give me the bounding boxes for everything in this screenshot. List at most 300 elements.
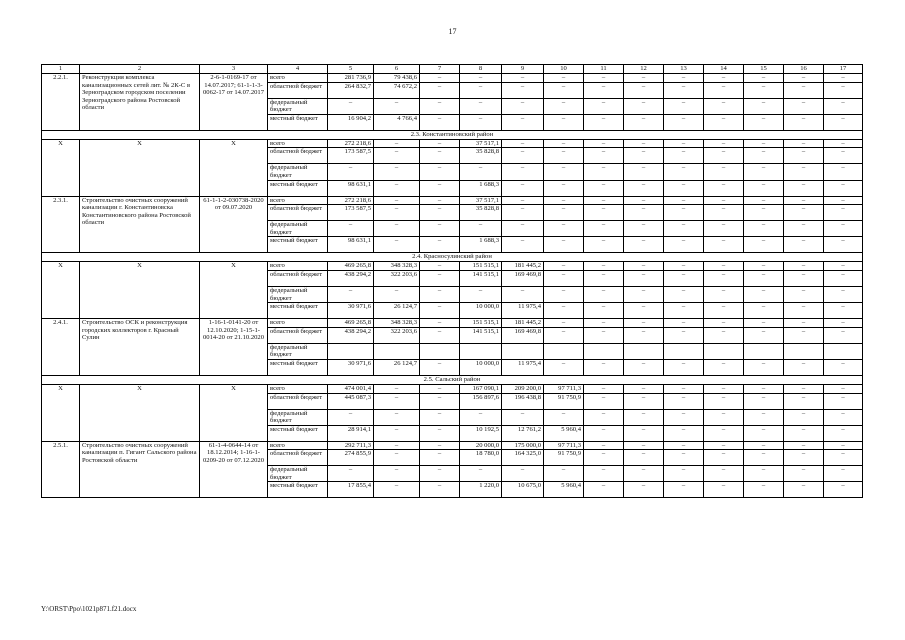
document-file-path: Y:\ORST\Ppo\1021p871.f21.docx (41, 605, 137, 613)
value-cell: – (420, 393, 460, 409)
value-cell: – (624, 303, 664, 319)
value-cell: – (824, 482, 863, 498)
value-cell: – (374, 482, 420, 498)
table-row (42, 262, 863, 271)
value-cell: – (502, 82, 544, 98)
value-cell: 91 750,9 (544, 393, 584, 409)
value-cell: – (544, 327, 584, 343)
value-cell: – (584, 98, 624, 114)
value-cell: – (704, 98, 744, 114)
value-cell: – (664, 262, 704, 271)
value-cell: – (664, 441, 704, 450)
value-cell: – (744, 319, 784, 328)
value-cell: – (784, 98, 824, 114)
value-cell: 35 828,8 (460, 148, 502, 164)
value-cell: – (502, 180, 544, 196)
row-number: Х (42, 139, 80, 196)
row-number: Х (42, 262, 80, 319)
value-cell: – (374, 466, 420, 482)
value-cell: – (584, 319, 624, 328)
value-cell: – (784, 148, 824, 164)
value-cell: – (502, 237, 544, 253)
value-cell: – (784, 237, 824, 253)
value-cell: – (420, 286, 460, 302)
value-cell (704, 343, 744, 359)
value-cell: – (374, 180, 420, 196)
value-cell: – (824, 409, 863, 425)
table-row (42, 74, 863, 83)
value-cell: – (624, 196, 664, 205)
value-cell: – (544, 164, 584, 180)
value-cell: – (544, 74, 584, 83)
value-cell: – (544, 196, 584, 205)
value-cell: – (744, 450, 784, 466)
value-cell: – (824, 148, 863, 164)
value-cell: – (824, 270, 863, 286)
value-cell: – (784, 303, 824, 319)
value-cell: – (584, 262, 624, 271)
value-cell: – (664, 286, 704, 302)
value-cell: – (420, 270, 460, 286)
funding-source-label: федеральный бюджет (268, 409, 328, 425)
funding-source-label: областной бюджет (268, 205, 328, 221)
value-cell: – (784, 205, 824, 221)
row-number: 2.5.1. (42, 441, 80, 498)
value-cell: – (420, 450, 460, 466)
value-cell: – (824, 82, 863, 98)
value-cell: – (420, 384, 460, 393)
value-cell: 4 766,4 (374, 114, 420, 130)
value-cell: – (420, 114, 460, 130)
value-cell: – (824, 221, 863, 237)
value-cell (624, 343, 664, 359)
value-cell: – (704, 82, 744, 98)
value-cell: – (584, 139, 624, 148)
value-cell: – (420, 205, 460, 221)
value-cell (744, 343, 784, 359)
value-cell (784, 343, 824, 359)
funding-source-label: всего (268, 319, 328, 328)
value-cell: – (328, 221, 374, 237)
value-cell: 469 265,8 (328, 262, 374, 271)
value-cell: – (824, 393, 863, 409)
value-cell: – (544, 98, 584, 114)
value-cell: – (744, 384, 784, 393)
value-cell: – (544, 148, 584, 164)
value-cell: – (544, 359, 584, 375)
value-cell: 274 855,9 (328, 450, 374, 466)
value-cell: – (704, 482, 744, 498)
section-title: 2.5. Сальский район (42, 375, 863, 384)
value-cell: 98 631,1 (328, 237, 374, 253)
expertise-document: Х (200, 384, 268, 441)
value-cell: – (420, 98, 460, 114)
value-cell: – (744, 327, 784, 343)
value-cell: 30 971,6 (328, 303, 374, 319)
value-cell: 10 000,0 (460, 359, 502, 375)
value-cell: – (502, 98, 544, 114)
header-cell: 2 (80, 65, 200, 74)
value-cell: – (744, 196, 784, 205)
value-cell: – (584, 327, 624, 343)
budget-table (41, 64, 863, 498)
value-cell: – (502, 196, 544, 205)
value-cell: 37 517,1 (460, 139, 502, 148)
value-cell: 173 587,5 (328, 148, 374, 164)
value-cell: – (664, 270, 704, 286)
value-cell: – (744, 139, 784, 148)
funding-source-label: федеральный бюджет (268, 164, 328, 180)
value-cell: – (420, 319, 460, 328)
value-cell: 79 438,6 (374, 74, 420, 83)
value-cell: – (664, 303, 704, 319)
value-cell: – (502, 74, 544, 83)
value-cell (502, 343, 544, 359)
value-cell: – (664, 359, 704, 375)
header-cell: 13 (664, 65, 704, 74)
value-cell: – (664, 319, 704, 328)
value-cell: – (824, 327, 863, 343)
value-cell: – (624, 74, 664, 83)
value-cell: 151 515,1 (460, 319, 502, 328)
value-cell: – (374, 409, 420, 425)
value-cell: – (664, 205, 704, 221)
row-number: 2.3.1. (42, 196, 80, 253)
value-cell: – (584, 205, 624, 221)
value-cell: – (624, 262, 664, 271)
value-cell: 10 000,0 (460, 303, 502, 319)
value-cell: 5 960,4 (544, 482, 584, 498)
value-cell: – (624, 139, 664, 148)
value-cell: – (460, 286, 502, 302)
value-cell: – (544, 303, 584, 319)
value-cell: 97 711,3 (544, 441, 584, 450)
value-cell: – (374, 98, 420, 114)
value-cell: – (664, 466, 704, 482)
header-cell: 8 (460, 65, 502, 74)
funding-source-label: федеральный бюджет (268, 221, 328, 237)
value-cell: – (624, 393, 664, 409)
funding-source-label: областной бюджет (268, 450, 328, 466)
value-cell: – (824, 237, 863, 253)
value-cell: 281 736,9 (328, 74, 374, 83)
value-cell: – (784, 409, 824, 425)
object-name: Реконструкция комплекса канализационных сетей лит. № 2К-С в Зерноградском городском поселении Зерноградского района Ростовской области (80, 74, 200, 131)
value-cell: – (584, 425, 624, 441)
header-cell: 12 (624, 65, 664, 74)
value-cell: – (420, 180, 460, 196)
value-cell (328, 343, 374, 359)
row-number: 2.2.1. (42, 74, 80, 131)
value-cell: – (502, 148, 544, 164)
value-cell: – (744, 393, 784, 409)
value-cell: – (584, 114, 624, 130)
value-cell: – (784, 450, 824, 466)
value-cell: – (784, 270, 824, 286)
table-row (42, 139, 863, 148)
value-cell: – (704, 319, 744, 328)
value-cell: – (744, 270, 784, 286)
value-cell: 141 515,1 (460, 327, 502, 343)
header-cell: 5 (328, 65, 374, 74)
value-cell: – (704, 466, 744, 482)
value-cell: – (584, 393, 624, 409)
value-cell: 18 780,0 (460, 450, 502, 466)
value-cell: – (502, 286, 544, 302)
value-cell: – (704, 286, 744, 302)
value-cell: 97 711,3 (544, 384, 584, 393)
value-cell: – (664, 148, 704, 164)
value-cell: – (704, 196, 744, 205)
value-cell: – (824, 262, 863, 271)
value-cell: – (624, 482, 664, 498)
value-cell: – (584, 441, 624, 450)
value-cell: – (420, 303, 460, 319)
value-cell: – (664, 425, 704, 441)
value-cell: – (744, 221, 784, 237)
value-cell: – (744, 74, 784, 83)
value-cell: – (744, 441, 784, 450)
value-cell: – (624, 180, 664, 196)
row-number: Х (42, 384, 80, 441)
value-cell: – (824, 139, 863, 148)
funding-source-label: федеральный бюджет (268, 466, 328, 482)
value-cell: – (374, 148, 420, 164)
value-cell: 209 200,0 (502, 384, 544, 393)
value-cell: – (704, 114, 744, 130)
value-cell: – (824, 425, 863, 441)
value-cell: – (584, 384, 624, 393)
value-cell: – (824, 180, 863, 196)
value-cell: 26 124,7 (374, 359, 420, 375)
header-cell: 9 (502, 65, 544, 74)
value-cell: 272 218,6 (328, 196, 374, 205)
value-cell: – (502, 139, 544, 148)
value-cell: – (420, 482, 460, 498)
object-name: Строительство очистных сооружений канализации п. Гигант Сальского района Ростовской области (80, 441, 200, 498)
value-cell: 1 688,3 (460, 237, 502, 253)
funding-source-label: всего (268, 384, 328, 393)
value-cell: – (460, 74, 502, 83)
value-cell: – (584, 450, 624, 466)
value-cell: – (544, 237, 584, 253)
value-cell: – (744, 482, 784, 498)
funding-source-label: местный бюджет (268, 359, 328, 375)
section-title-row (42, 253, 863, 262)
table-row (42, 319, 863, 328)
value-cell: – (824, 286, 863, 302)
funding-source-label: местный бюджет (268, 482, 328, 498)
value-cell: – (664, 82, 704, 98)
value-cell: 264 832,7 (328, 82, 374, 98)
value-cell: – (374, 425, 420, 441)
value-cell: – (584, 221, 624, 237)
value-cell: 438 294,2 (328, 327, 374, 343)
value-cell: – (328, 466, 374, 482)
value-cell: – (664, 196, 704, 205)
value-cell: – (664, 74, 704, 83)
funding-source-label: федеральный бюджет (268, 343, 328, 359)
value-cell: 196 438,8 (502, 393, 544, 409)
value-cell: – (744, 409, 784, 425)
value-cell: – (704, 425, 744, 441)
value-cell: – (584, 303, 624, 319)
value-cell: – (374, 286, 420, 302)
value-cell: 74 672,2 (374, 82, 420, 98)
value-cell: – (784, 359, 824, 375)
funding-source-label: областной бюджет (268, 327, 328, 343)
value-cell (544, 343, 584, 359)
value-cell: – (784, 262, 824, 271)
value-cell: – (824, 319, 863, 328)
value-cell: – (624, 205, 664, 221)
value-cell: – (664, 409, 704, 425)
value-cell: 469 265,8 (328, 319, 374, 328)
value-cell: – (420, 359, 460, 375)
value-cell: – (704, 303, 744, 319)
value-cell: – (824, 98, 863, 114)
value-cell: – (502, 205, 544, 221)
value-cell (374, 343, 420, 359)
value-cell (420, 343, 460, 359)
value-cell: – (624, 450, 664, 466)
value-cell: – (704, 221, 744, 237)
value-cell: – (664, 164, 704, 180)
value-cell: 141 515,1 (460, 270, 502, 286)
object-name: Х (80, 384, 200, 441)
value-cell: – (784, 221, 824, 237)
value-cell: – (420, 237, 460, 253)
value-cell: – (784, 114, 824, 130)
value-cell: 156 897,6 (460, 393, 502, 409)
value-cell: – (544, 205, 584, 221)
value-cell: – (664, 450, 704, 466)
value-cell: – (824, 441, 863, 450)
value-cell: 20 000,0 (460, 441, 502, 450)
value-cell: – (784, 327, 824, 343)
value-cell: – (704, 139, 744, 148)
value-cell: – (544, 286, 584, 302)
value-cell: – (420, 262, 460, 271)
value-cell: – (704, 327, 744, 343)
value-cell: 348 328,3 (374, 262, 420, 271)
value-cell: – (460, 98, 502, 114)
value-cell: – (704, 148, 744, 164)
funding-source-label: федеральный бюджет (268, 286, 328, 302)
value-cell: – (744, 98, 784, 114)
value-cell: – (824, 359, 863, 375)
funding-source-label: местный бюджет (268, 425, 328, 441)
value-cell: – (784, 196, 824, 205)
object-name: Х (80, 139, 200, 196)
value-cell: – (584, 196, 624, 205)
table-row (42, 441, 863, 450)
value-cell: – (704, 270, 744, 286)
value-cell: – (460, 82, 502, 98)
funding-source-label: всего (268, 196, 328, 205)
value-cell: – (624, 270, 664, 286)
value-cell: – (624, 286, 664, 302)
value-cell: – (584, 409, 624, 425)
funding-source-label: местный бюджет (268, 303, 328, 319)
value-cell: – (664, 393, 704, 409)
value-cell: – (374, 196, 420, 205)
value-cell: 169 469,8 (502, 327, 544, 343)
value-cell (460, 343, 502, 359)
value-cell: 164 325,0 (502, 450, 544, 466)
value-cell: 181 445,2 (502, 319, 544, 328)
value-cell (584, 343, 624, 359)
funding-source-label: областной бюджет (268, 82, 328, 98)
value-cell: – (584, 286, 624, 302)
header-cell: 6 (374, 65, 420, 74)
value-cell: – (624, 164, 664, 180)
value-cell: 1 688,3 (460, 180, 502, 196)
expertise-document: 2-6-1-0169-17 от 14.07.2017; 61-1-1-3-0062-17 от 14.07.2017 (200, 74, 268, 131)
value-cell: – (784, 286, 824, 302)
value-cell: – (420, 74, 460, 83)
value-cell: 91 750,9 (544, 450, 584, 466)
table-row (42, 196, 863, 205)
table-row (42, 384, 863, 393)
value-cell: – (460, 409, 502, 425)
header-cell: 14 (704, 65, 744, 74)
value-cell: – (784, 74, 824, 83)
header-cell: 1 (42, 65, 80, 74)
value-cell: – (420, 409, 460, 425)
value-cell: 10 675,0 (502, 482, 544, 498)
value-cell: – (328, 286, 374, 302)
value-cell: – (584, 237, 624, 253)
value-cell: – (544, 114, 584, 130)
value-cell: – (784, 466, 824, 482)
value-cell: – (624, 114, 664, 130)
expertise-document: Х (200, 262, 268, 319)
value-cell: – (624, 409, 664, 425)
value-cell: 272 218,6 (328, 139, 374, 148)
section-title-row (42, 375, 863, 384)
value-cell: – (374, 164, 420, 180)
value-cell: – (374, 450, 420, 466)
value-cell: 181 445,2 (502, 262, 544, 271)
header-cell: 11 (584, 65, 624, 74)
value-cell: – (624, 466, 664, 482)
value-cell: – (744, 114, 784, 130)
value-cell: – (502, 466, 544, 482)
value-cell: 35 828,8 (460, 205, 502, 221)
header-cell: 4 (268, 65, 328, 74)
value-cell: – (584, 270, 624, 286)
value-cell: – (584, 482, 624, 498)
value-cell: – (704, 237, 744, 253)
funding-source-label: всего (268, 74, 328, 83)
value-cell: – (744, 262, 784, 271)
value-cell: 348 328,3 (374, 319, 420, 328)
value-cell: 151 515,1 (460, 262, 502, 271)
value-cell: – (420, 196, 460, 205)
value-cell: – (824, 196, 863, 205)
funding-source-label: всего (268, 441, 328, 450)
header-cell: 15 (744, 65, 784, 74)
expertise-document: 1-16-1-0141-20 от 12.10.2020; 1-15-1-0014-20 от 21.10.2020 (200, 319, 268, 376)
value-cell: – (374, 384, 420, 393)
value-cell: – (420, 425, 460, 441)
value-cell: 322 203,6 (374, 270, 420, 286)
value-cell: 28 914,1 (328, 425, 374, 441)
value-cell: – (664, 98, 704, 114)
value-cell: – (624, 98, 664, 114)
value-cell: – (502, 409, 544, 425)
